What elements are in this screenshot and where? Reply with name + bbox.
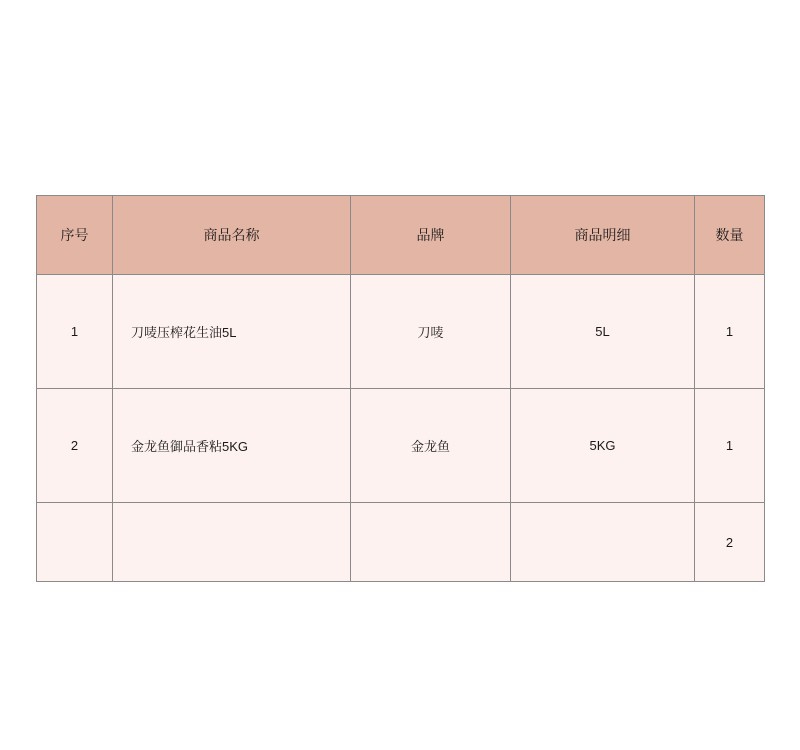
goods-table-container xyxy=(36,195,764,582)
table-row xyxy=(37,389,765,503)
cell-name: 刀唛压榨花生油5L xyxy=(113,275,351,389)
table-total-row xyxy=(37,503,765,582)
cell-brand xyxy=(351,503,511,582)
cell-index xyxy=(37,503,113,582)
cell-total-qty: 2 xyxy=(695,503,765,582)
table-body xyxy=(37,275,765,582)
cell-detail: 5L xyxy=(511,275,695,389)
header-cell-name: 商品名称 xyxy=(113,196,351,275)
header-cell-qty: 数量 xyxy=(695,196,765,275)
cell-index: 2 xyxy=(37,389,113,503)
header-cell-brand: 品牌 xyxy=(351,196,511,275)
table-row xyxy=(37,275,765,389)
header-cell-index: 序号 xyxy=(37,196,113,275)
header-cell-detail: 商品明细 xyxy=(511,196,695,275)
goods-table xyxy=(36,195,765,582)
cell-qty: 1 xyxy=(695,389,765,503)
cell-name: 金龙鱼御品香粘5KG xyxy=(113,389,351,503)
cell-detail: 5KG xyxy=(511,389,695,503)
cell-qty: 1 xyxy=(695,275,765,389)
cell-brand: 刀唛 xyxy=(351,275,511,389)
cell-detail xyxy=(511,503,695,582)
cell-name xyxy=(113,503,351,582)
cell-brand: 金龙鱼 xyxy=(351,389,511,503)
table-header xyxy=(37,196,765,275)
header-row xyxy=(37,196,765,275)
cell-index: 1 xyxy=(37,275,113,389)
